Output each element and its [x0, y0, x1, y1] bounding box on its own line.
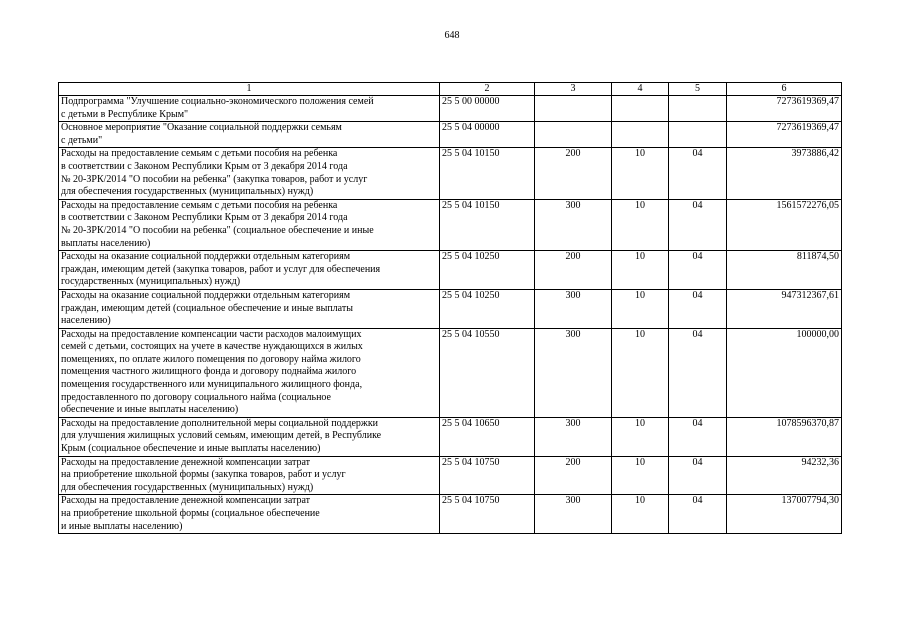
- section-cell: 10: [612, 495, 669, 534]
- expense-type-cell: 300: [535, 417, 612, 456]
- expense-type-cell: 300: [535, 328, 612, 417]
- section-cell: 10: [612, 328, 669, 417]
- row-name-cell: [59, 96, 440, 122]
- table-header-row: [59, 83, 842, 96]
- amount-cell: 7273619369,47: [727, 122, 842, 148]
- row-name-line: Расходы на предоставление семьям с детьми пособия на ребенка: [61, 148, 338, 160]
- row-name-cell: [59, 417, 440, 456]
- section-cell: 10: [612, 148, 669, 199]
- section-cell: 10: [612, 456, 669, 495]
- row-name-line: с детьми": [61, 134, 103, 146]
- row-name-line: Крым (социальное обеспечение и иные выплаты населению): [61, 443, 321, 455]
- row-name-cell: [59, 495, 440, 534]
- row-name-line: и иные выплаты населению): [61, 520, 183, 532]
- row-name-line: с детьми в Республике Крым": [61, 108, 189, 120]
- row-name-line: Основное мероприятие "Оказание социальной поддержки семьям: [61, 122, 342, 134]
- table-row: [59, 122, 842, 148]
- row-name-cell: [59, 148, 440, 199]
- row-name-line: № 20-ЗРК/2014 "О пособии на ребенка" (закупка товаров, работ и услуг: [61, 173, 368, 185]
- table-row: [59, 96, 842, 122]
- row-name-line: помещениях, по оплате жилого помещения по договору найма жилого: [61, 353, 361, 365]
- row-name-line: Расходы на оказание социальной поддержки отдельным категориям: [61, 289, 351, 301]
- row-name-cell: [59, 251, 440, 290]
- row-name-line: для обеспечения государственных (муниципальных) нужд): [61, 481, 314, 493]
- row-name-line: Расходы на предоставление компенсации части расходов малоимущих: [61, 328, 362, 340]
- row-name-line: Расходы на предоставление денежной компенсации затрат: [61, 495, 311, 507]
- row-name-line: помещения частного жилищного фонда и договору поднайма жилого: [61, 366, 357, 378]
- amount-cell: 100000,00: [727, 328, 842, 417]
- column-header: 2: [440, 83, 535, 96]
- row-name-line: на приобретение школьной формы (социальное обеспечение: [61, 508, 320, 519]
- classification-code-cell: 25 5 04 10150: [440, 199, 535, 250]
- column-header: 4: [612, 83, 669, 96]
- expense-type-cell: [535, 122, 612, 148]
- table-row: [59, 417, 842, 456]
- row-name-cell: [59, 456, 440, 495]
- row-name-line: государственных (муниципальных) нужд): [61, 276, 241, 288]
- subsection-cell: 04: [669, 456, 727, 495]
- classification-code-cell: 25 5 00 00000: [440, 96, 535, 122]
- amount-cell: 947312367,61: [727, 289, 842, 328]
- section-cell: [612, 96, 669, 122]
- row-name-line: выплаты населению): [61, 237, 151, 249]
- row-name-line: для обеспечения государственных (муниципальных) нужд): [61, 186, 314, 198]
- subsection-cell: 04: [669, 199, 727, 250]
- expense-type-cell: 300: [535, 495, 612, 534]
- column-header: 3: [535, 83, 612, 96]
- column-header: 6: [727, 83, 842, 96]
- column-header: 1: [59, 83, 440, 96]
- classification-code-cell: 25 5 04 10750: [440, 495, 535, 534]
- subsection-cell: 04: [669, 417, 727, 456]
- classification-code-cell: 25 5 04 10250: [440, 289, 535, 328]
- classification-code-cell: 25 5 04 10150: [440, 148, 535, 199]
- row-name-cell: [59, 122, 440, 148]
- expense-type-cell: 200: [535, 148, 612, 199]
- classification-code-cell: 25 5 04 10650: [440, 417, 535, 456]
- table-row: [59, 328, 842, 417]
- section-cell: 10: [612, 289, 669, 328]
- section-cell: 10: [612, 417, 669, 456]
- section-cell: 10: [612, 251, 669, 290]
- row-name-line: предоставленного по договору социального найма (социальное: [61, 391, 331, 403]
- row-name-line: граждан, имеющим детей (закупка товаров, работ и услуг для обеспечения: [61, 263, 381, 275]
- row-name-line: Подпрограмма "Улучшение социально-экономического положения семей: [61, 96, 374, 107]
- row-name-line: помещения государственного или муниципального жилищного фонда,: [61, 379, 363, 391]
- row-name-line: Расходы на оказание социальной поддержки отдельным категориям: [61, 251, 351, 263]
- amount-cell: 1078596370,87: [727, 417, 842, 456]
- subsection-cell: 04: [669, 251, 727, 290]
- row-name-line: на приобретение школьной формы (закупка товаров, работ и услуг: [61, 469, 346, 481]
- amount-cell: 3973886,42: [727, 148, 842, 199]
- amount-cell: 137007794,30: [727, 495, 842, 534]
- row-name-cell: [59, 289, 440, 328]
- row-name-cell: [59, 199, 440, 250]
- table-row: [59, 199, 842, 250]
- budget-table: [58, 82, 842, 534]
- classification-code-cell: 25 5 04 10750: [440, 456, 535, 495]
- row-name-line: в соответствии с Законом Республики Крым от 3 декабря 2014 года: [61, 160, 348, 172]
- subsection-cell: 04: [669, 289, 727, 328]
- row-name-line: Расходы на предоставление дополнительной меры социальной поддержки: [61, 417, 379, 429]
- table-row: [59, 495, 842, 534]
- column-header: 5: [669, 83, 727, 96]
- table-row: [59, 148, 842, 199]
- subsection-cell: [669, 122, 727, 148]
- section-cell: 10: [612, 199, 669, 250]
- expense-type-cell: [535, 96, 612, 122]
- row-name-line: Расходы на предоставление денежной компенсации затрат: [61, 456, 311, 468]
- expense-type-cell: 200: [535, 456, 612, 495]
- row-name-line: обеспечение и иные выплаты населению): [61, 404, 239, 416]
- row-name-line: для улучшения жилищных условий семьям, имеющим детей, в Республике: [61, 430, 382, 442]
- row-name-line: населению): [61, 315, 111, 327]
- subsection-cell: 04: [669, 148, 727, 199]
- expense-type-cell: 300: [535, 289, 612, 328]
- amount-cell: 94232,36: [727, 456, 842, 495]
- table-row: [59, 289, 842, 328]
- subsection-cell: 04: [669, 495, 727, 534]
- row-name-line: № 20-ЗРК/2014 "О пособии на ребенка" (социальное обеспечение и иные: [61, 224, 374, 236]
- table-row: [59, 251, 842, 290]
- page-number: 648: [444, 30, 460, 41]
- row-name-cell: [59, 328, 440, 417]
- amount-cell: 811874,50: [727, 251, 842, 290]
- expense-type-cell: 300: [535, 199, 612, 250]
- row-name-line: в соответствии с Законом Республики Крым от 3 декабря 2014 года: [61, 212, 348, 224]
- amount-cell: 1561572276,05: [727, 199, 842, 250]
- row-name-line: семей с детьми, состоящих на учете в качестве нуждающихся в жилых: [61, 341, 363, 353]
- subsection-cell: 04: [669, 328, 727, 417]
- row-name-line: Расходы на предоставление семьям с детьми пособия на ребенка: [61, 199, 338, 211]
- section-cell: [612, 122, 669, 148]
- expense-type-cell: 200: [535, 251, 612, 290]
- amount-cell: 7273619369,47: [727, 96, 842, 122]
- classification-code-cell: 25 5 04 00000: [440, 122, 535, 148]
- classification-code-cell: 25 5 04 10250: [440, 251, 535, 290]
- classification-code-cell: 25 5 04 10550: [440, 328, 535, 417]
- subsection-cell: [669, 96, 727, 122]
- row-name-line: граждан, имеющим детей (социальное обеспечение и иные выплаты: [61, 302, 353, 314]
- table-row: [59, 456, 842, 495]
